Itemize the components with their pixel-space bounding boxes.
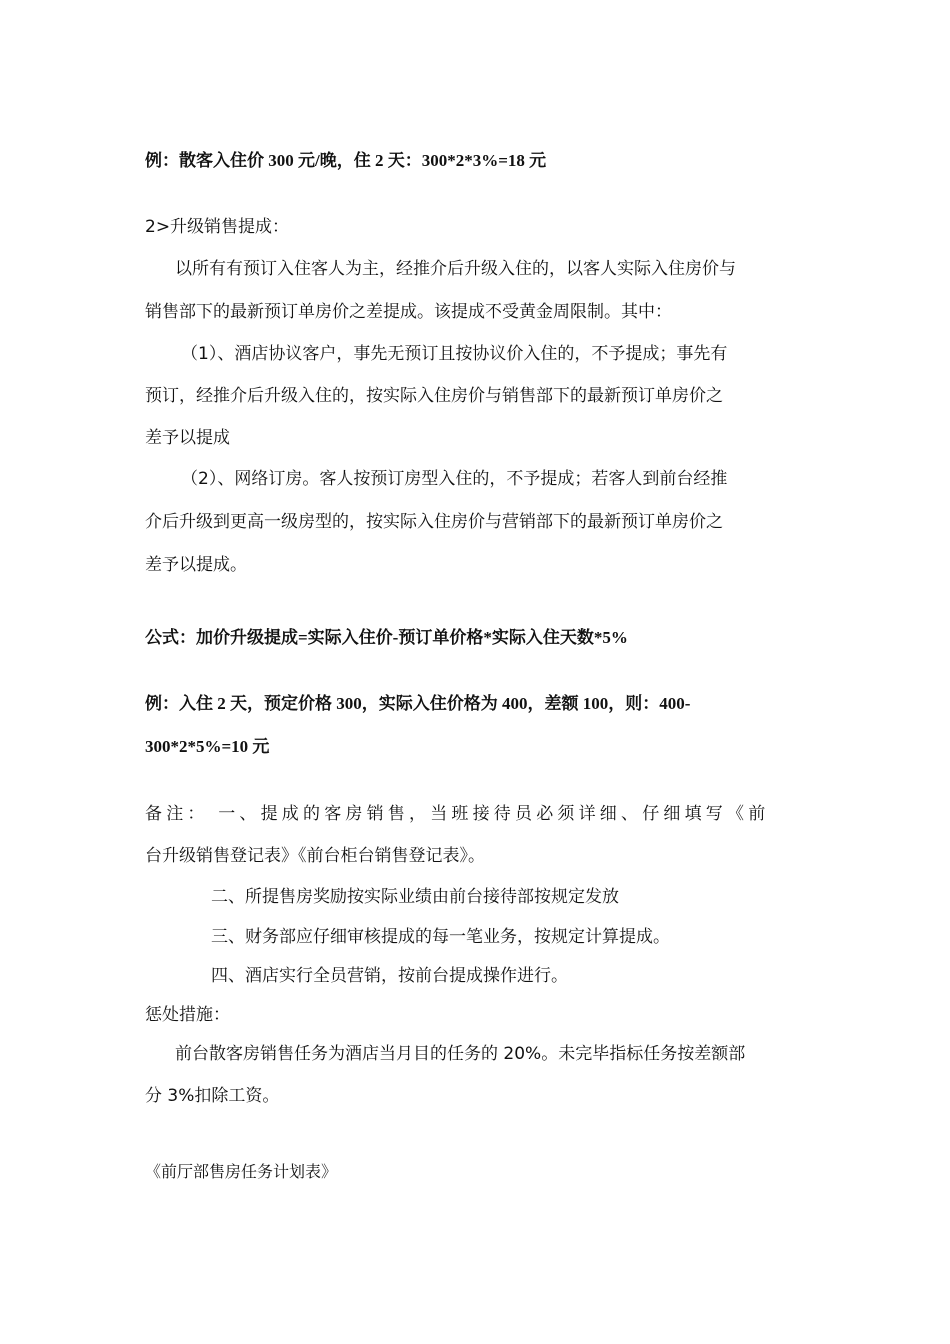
paragraph-line: 差予以提成 (145, 428, 230, 448)
paragraph-line: 前台散客房销售任务为酒店当月目的任务的 20%。未完毕指标任务按差额部 (175, 1044, 746, 1064)
paragraph-line: 介后升级到更高一级房型的，按实际入住房价与营销部下的最新预订单房价之 (145, 512, 723, 532)
example-upgrade-commission-cont: 300*2*5%=10 元 (145, 737, 270, 756)
remarks-line: 台升级销售登记表》《前台柜台销售登记表》。 (145, 846, 485, 866)
example-upgrade-commission: 例：入住 2 天，预定价格 300，实际入住价格为 400，差额 100，则：400- (145, 694, 691, 713)
section-heading-upgrade-sales: 2>升级销售提成： (145, 217, 290, 237)
paragraph-line: （2）、网络订房。客人按预订房型入住的，不予提成；若客人到前台经推 (181, 469, 728, 489)
table-title: 《前厅部售房任务计划表》 (145, 1164, 338, 1181)
section-heading-penalties: 惩处措施： (145, 1005, 230, 1025)
paragraph-line: 销售部下的最新预订单房价之差提成。该提成不受黄金周限制。其中： (145, 302, 672, 322)
paragraph-line: 以所有有预订入住客人为主，经推介后升级入住的，以客人实际入住房价与 (175, 259, 736, 279)
remarks-item-3: 三、财务部应仔细审核提成的每一笔业务，按规定计算提成。 (211, 927, 670, 947)
paragraph-line: 差予以提成。 (145, 555, 247, 575)
paragraph-line: （1）、酒店协议客户，事先无预订且按协议价入住的，不予提成；事先有 (181, 344, 728, 364)
remarks-item-4: 四、酒店实行全员营销，按前台提成操作进行。 (211, 966, 568, 986)
remarks-item-2: 二、所提售房奖励按实际业绩由前台接待部按规定发放 (211, 887, 619, 907)
formula-upgrade-commission: 公式：加价升级提成=实际入住价-预订单价格*实际入住天数*5% (145, 628, 628, 647)
paragraph-line: 预订，经推介后升级入住的，按实际入住房价与销售部下的最新预订单房价之 (145, 386, 723, 406)
remarks-line: 备注： 一、提成的客房销售，当班接待员必须详细、仔细填写《前 (145, 804, 770, 824)
paragraph-line: 分 3%扣除工资。 (145, 1086, 280, 1106)
example-walk-in-commission: 例：散客入住价 300 元/晚，住 2 天：300*2*3%=18 元 (145, 151, 547, 170)
